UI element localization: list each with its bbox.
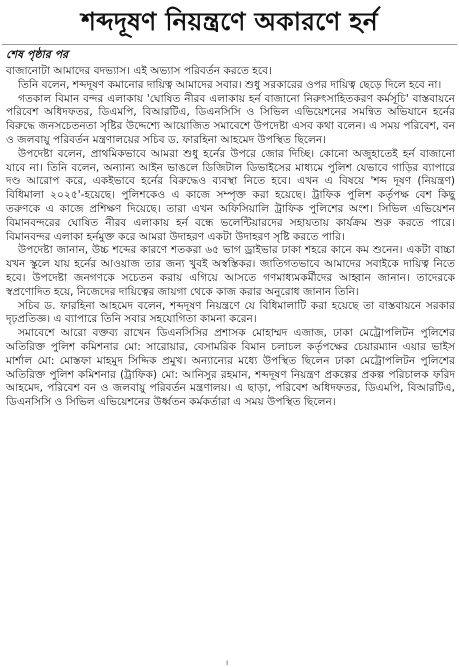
- paragraph-3: গতকাল বিমান বন্দর এলাকায় 'ঘোষিত নীরব এলাকায় হর্ন বাজানো নিরুৎসাহিতকরণ কর্মসূচি' বাস্তবায়নে পরিবেশ অধিদফতর, ডিএমপি, বিআরটিএ, ডিএনসিসি ও সিভিল এভিয়েশনের সমন্বিত অভিযানে হর্নের বিরুদ্ধে জনসচেতনতা সৃষ্টির উদ্দেশ্যে আয়োজিত সমাবেশে উপদেষ্টা এসব কথা বলেন। এ সময় পরিবেশ, বন ও জলবায়ু পরিবর্তন মন্ত্রণালয়ের সচিব ড. ফারহিনা আহমেদ উপস্থিত ছিলেন।: [6, 92, 455, 146]
- paragraph-1: বাজানোটা আমাদের বদভ্যাস। এই অভ্যাস পরিবর্তন করতে হবে।: [6, 65, 272, 77]
- article-body: [6, 65, 455, 410]
- paragraph-4: উপদেষ্টা বলেন, প্রাথমিকভাবে আমরা শুধু হর্নের উপরে জোর দিচ্ছি। কোনো অজুহাতেই হর্ন বাজানো যাবে না। তিনি বলেন, অন্যান্য আইন ভাঙলে ডিজিটাল ডিভাইসের মাধ্যমে পুলিশ যেভাবে গাড়ির ব্যাপারে দণ্ড আরোপ করে, একইভাবে হর্নের বিরুদ্ধেও ব্যবস্থা নিতে হবে। এখন এ বিষয়ে 'শব্দ দূষণ (নিয়ন্ত্রণ) বিধিমালা ২০২৫'-হয়েছে। পুলিশকেও এ কাজে সম্পৃক্ত করা হয়েছে। ট্রাফিক পুলিশ কর্তৃপক্ষ বেশ কিছু তরুণকে এ কাজে প্রশিক্ষণ দিয়েছে। তারা এখন অফিসিয়ালি ট্রাফিক পুলিশের অংশ। সিভিল এভিয়েশন বিমানবন্দরের ঘোষিত নীরব এলাকায় হর্ন বন্ধে ভলেন্টিয়ারদের সহায়তায় কার্যক্রম শুরু করতে পারে। বিমানবন্দর এলাকা হর্নমুক্ত করে আমরা উদাহরণ একটা উদাহরণ সৃষ্টি করতে পারি।: [6, 147, 455, 243]
- paragraph-5: উপদেষ্টা জানান, উচ্চ শব্দের কারণে শতকরা ৬৫ ভাগ ড্রাইভার ঢাকা শহরে কানে কম শুনেন। একটা বাচ্চা যখন স্কুলে যায় হর্নের আওয়াজ তার জন্য খুবই অস্বস্তিকর। জাতিগতভাবে আমাদের সবাইকে দায়িত্ব নিতে হবে। উপদেষ্টা জনগণকে সচেতন করায় এগিয়ে আসতে গণমাধ্যমকর্মীদের আহ্বান জানান। তাদেরকে স্বপ্রণোদিত হয়ে, নিজেদের দায়িত্বের জায়গা থেকে কাজ করার অনুরোধ জানান তিনি।: [6, 244, 455, 298]
- paragraph-2: তিনি বলেন, শব্দদূষণ কমানোর দায়িত্ব আমাদের সবার। শুধু সরকারের ওপর দায়িত্ব ছেড়ে দিলে হবে না।: [18, 78, 442, 91]
- paragraph-6: সচিব ড. ফারহিনা আহমেদ বলেন, শব্দদূষণ নিয়ন্ত্রণে যে বিধিমালাটি করা হয়েছে তা বাস্তবায়নে সরকার দৃঢ়প্রতিজ্ঞ। এ ব্যাপারে তিনি সবার সহযোগিতা কামনা করেন।: [6, 299, 455, 326]
- paragraph-7: সমাবেশে আরো বক্তব্য রাখেন ডিএনসিসির প্রশাসক মোহাম্মদ এজাজ, ঢাকা মেট্রোপলিটন পুলিশের অতিরিক্ত পুলিশ কমিশনার মো: সারোয়ার, বেসামরিক বিমান চলাচল কর্তৃপক্ষের চেয়ারম্যান এয়ার ভাইস মার্শাল মো: মোস্তফা মাহমুদ সিদ্দিক প্রমুখ। অন্যান্যের মধ্যে উপস্থিত ছিলেন ঢাকা মেট্রোপলিটন পুলিশের অতিরিক্ত পুলিশ কমিশনার (ট্রাফিক) মো: আনিসুর রহমান, শব্দদূষণ নিয়ন্ত্রণ প্রকল্পের প্রকল্প পরিচালক ফরিদ আহমেদ, পরিবেশ বন ও জলবায়ু পরিবর্তন মন্ত্রণালয়। এ ছাড়া, পরিবেশ অধিদফতর, ডিএমপি, বিআরটিএ, ডিএনসিসি ও সিভিল এভিয়েশনের উর্ধ্বতন কর্মকর্তারা এ সময় উপস্থিত ছিলেন।: [6, 327, 455, 409]
- headline: শব্দদূষণ নিয়ন্ত্রণে অকারণে হর্ন: [81, 7, 378, 36]
- headline-divider: [2, 44, 457, 45]
- cropped-next-line-mark: ı: [226, 658, 229, 667]
- continued-from-label: শেষ পৃষ্ঠার পর: [6, 48, 69, 61]
